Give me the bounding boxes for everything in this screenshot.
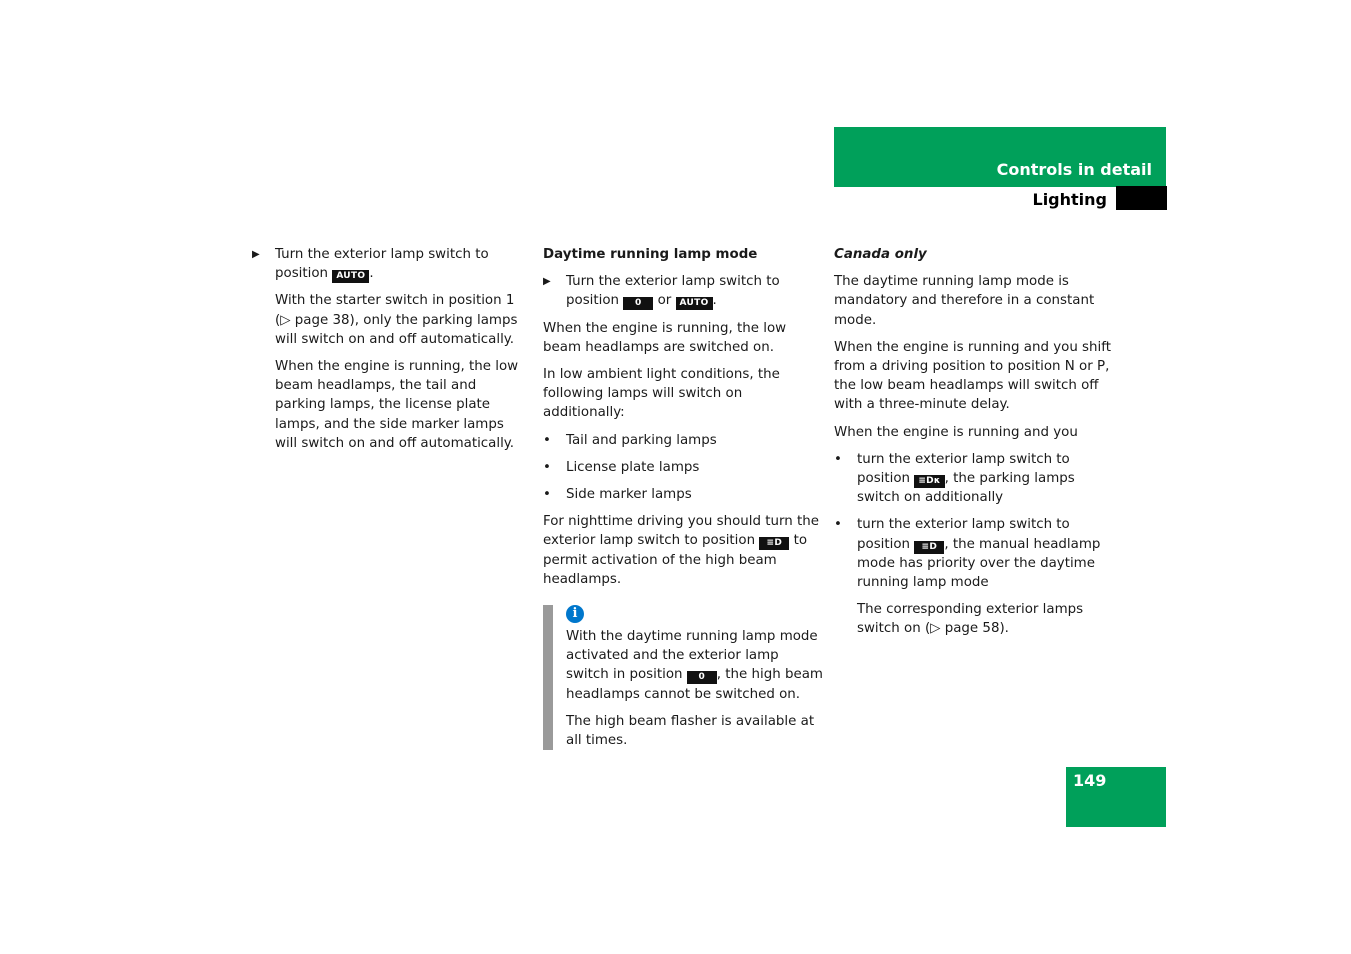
- chapter-header: [834, 127, 1166, 187]
- list-item: • turn the exterior lamp switch to position ≡D , the manual headlamp mode has priority over the daytime running lamp mode: [834, 517, 1101, 591]
- section-heading: Canada only: [834, 247, 927, 262]
- column-3: [834, 245, 1114, 647]
- paragraph: The daytime running lamp mode is mandatory and therefore in a constant mode.: [834, 274, 1095, 328]
- zero-switch-symbol: 0: [687, 671, 717, 684]
- paragraph: The corresponding exterior lamps switch on (▷ page 58).: [857, 602, 1084, 637]
- page-number: 149: [1073, 771, 1107, 790]
- arrow-icon: ▶: [252, 249, 260, 260]
- paragraph: When the engine is running and you: [834, 424, 1078, 440]
- auto-switch-symbol: AUTO: [676, 297, 713, 310]
- zero-switch-symbol: 0: [623, 297, 653, 310]
- paragraph: When the engine is running, the low beam headlamps, the tail and parking lamps, the license plate lamps, and the side marker lamps will switch on and off automatically.: [275, 359, 519, 451]
- page-number-box: [1066, 767, 1166, 827]
- list-item: • Side marker lamps: [543, 487, 692, 503]
- paragraph: With the starter switch in position 1 (▷ page 38), only the parking lamps will switch on and off automatically.: [275, 293, 518, 347]
- paragraph: For nighttime driving you should turn the exterior lamp switch to position ≡D to permit activation of the high beam headlamps.: [543, 514, 819, 587]
- info-bar: [543, 605, 553, 750]
- chapter-title: Controls in detail: [996, 160, 1152, 179]
- headlamp-symbol: ≡D: [914, 541, 944, 554]
- arrow-icon: ▶: [543, 276, 551, 288]
- paragraph: When the engine is running, the low beam headlamps are switched on.: [543, 320, 787, 355]
- list-item: • License plate lamps: [543, 459, 700, 475]
- headlamp-symbol: ≡D: [759, 537, 789, 550]
- instruction-step: ▶ Turn the exterior lamp switch to position 0 or AUTO .: [543, 274, 780, 309]
- list-item: • Tail and parking lamps: [543, 432, 717, 448]
- info-paragraph: The high beam flasher is available at all times.: [566, 713, 815, 749]
- section-tab-marker: [1116, 186, 1167, 210]
- paragraph: In low ambient light conditions, the following lamps will switch on additionally:: [543, 367, 780, 421]
- info-paragraph: With the daytime running lamp mode activated and the exterior lamp switch in position 0 , the high beam headlamps cannot be switched on.: [566, 629, 823, 702]
- auto-switch-symbol: AUTO: [332, 270, 369, 283]
- column-2: [543, 245, 823, 754]
- instruction-step: ▶ Turn the exterior lamp switch to position AUTO .: [252, 247, 489, 282]
- list-item: • turn the exterior lamp switch to position ≡Dκ , the parking lamps switch on additionally: [834, 451, 1075, 506]
- column-1: [252, 245, 527, 461]
- section-title: Lighting: [1032, 190, 1107, 209]
- paragraph: When the engine is running and you shift from a driving position to position N or P, the low beam headlamps will switch off with a three-minute delay.: [834, 339, 1111, 413]
- section-heading: Daytime running lamp mode: [543, 247, 758, 262]
- info-box: [543, 605, 823, 750]
- info-icon: i: [566, 605, 584, 623]
- parking-lamp-symbol: ≡Dκ: [914, 475, 944, 488]
